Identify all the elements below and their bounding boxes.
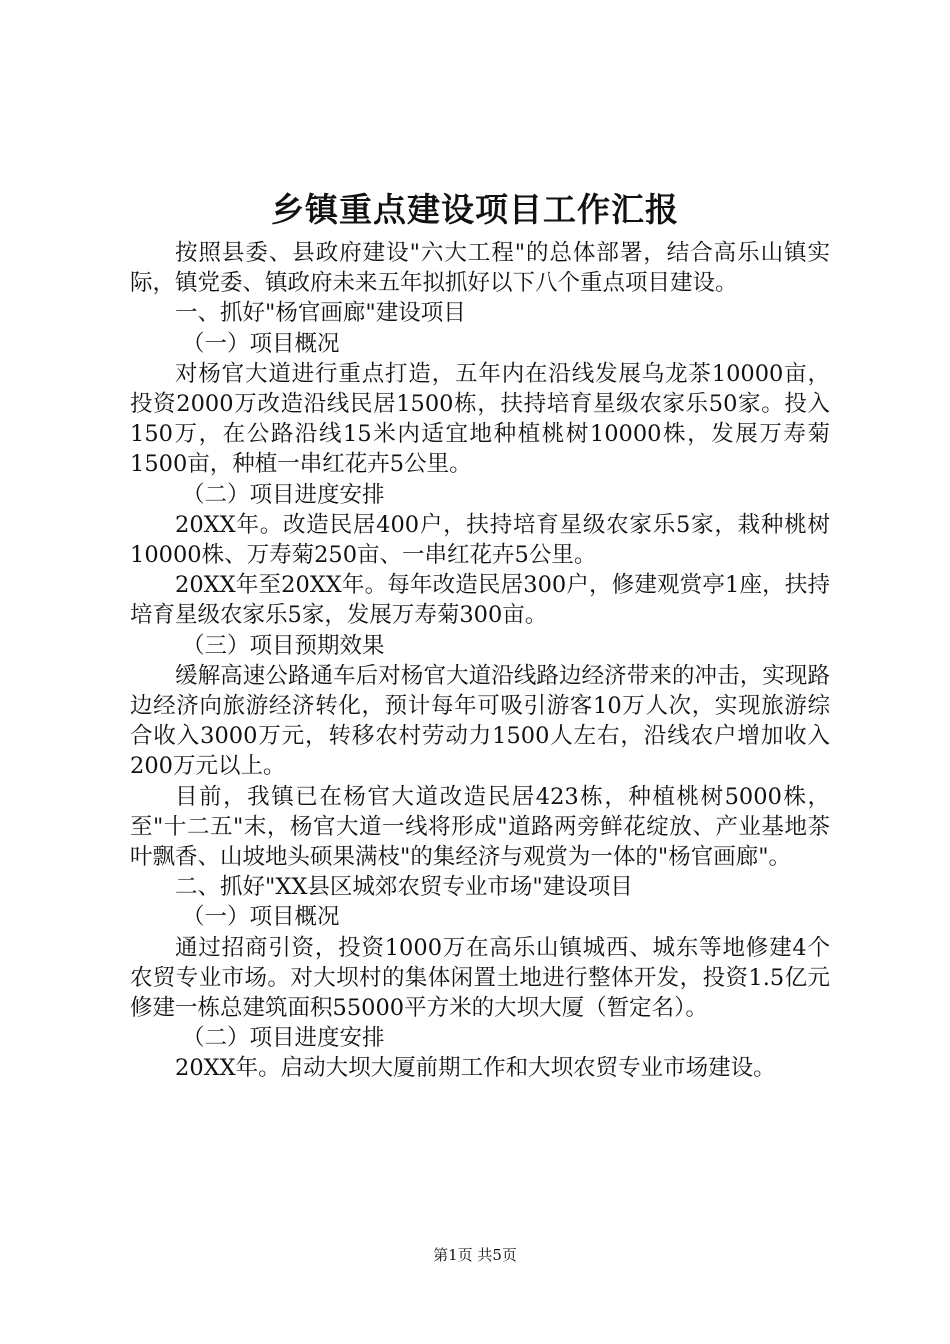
subsection-heading: （二）项目进度安排 [182,481,385,508]
paragraph: 对杨官大道进行重点打造，五年内在沿线发展乌龙茶10000亩，投资2000万改造沿线民居1500栋，扶持培育星级农家乐50家。投入150万，在公路沿线15米内适宜地种植桃树10000株，发展万寿菊1500亩，种植一串红花卉5公里。 [130,360,830,478]
subsection-heading: （二）项目进度安排 [182,1025,385,1052]
paragraph: 目前，我镇已在杨官大道改造民居423栋，种植桃树5000株，至"十二五"末，杨官大道一线将形成"道路两旁鲜花绽放、产业基地茶叶飘香、山坡地头硕果满枝"的集经济与观赏为一体的"杨官画廊"。 [130,783,830,871]
paragraph: 20XX年。启动大坝大厦前期工作和大坝农贸专业市场建设。 [175,1055,776,1082]
section-heading: 一、抓好"杨官画廊"建设项目 [175,300,466,327]
page-footer: 第1页 共5页 [433,1246,517,1264]
subsection-heading: （三）项目预期效果 [182,632,385,659]
document-body [130,238,830,1084]
subsection-heading: （一）项目概况 [182,330,340,357]
paragraph: 按照县委、县政府建设"六大工程"的总体部署，结合高乐山镇实际，镇党委、镇政府未来五年拟抓好以下八个重点项目建设。 [130,240,830,297]
section-heading: 二、抓好"XX县区城郊农贸专业市场"建设项目 [175,874,633,901]
paragraph: 通过招商引资，投资1000万在高乐山镇城西、城东等地修建4个农贸专业市场。对大坝村的集体闲置土地进行整体开发，投资1.5亿元修建一栋总建筑面积55000平方米的大坝大厦（暂定名）。 [130,934,830,1022]
paragraph: 缓解高速公路通车后对杨官大道沿线路边经济带来的冲击，实现路边经济向旅游经济转化，预计每年可吸引游客10万人次，实现旅游综合收入3000万元，转移农村劳动力1500人左右，沿线农户增加收入200万元以上。 [130,662,830,780]
paragraph: 20XX年。改造民居400户，扶持培育星级农家乐5家，栽种桃树10000株、万寿菊250亩、一串红花卉5公里。 [130,511,830,569]
document-title: 乡镇重点建设项目工作汇报 [271,190,679,229]
paragraph: 20XX年至20XX年。每年改造民居300户，修建观赏亭1座，扶持培育星级农家乐5家，发展万寿菊300亩。 [130,572,830,629]
subsection-heading: （一）项目概况 [182,904,340,931]
